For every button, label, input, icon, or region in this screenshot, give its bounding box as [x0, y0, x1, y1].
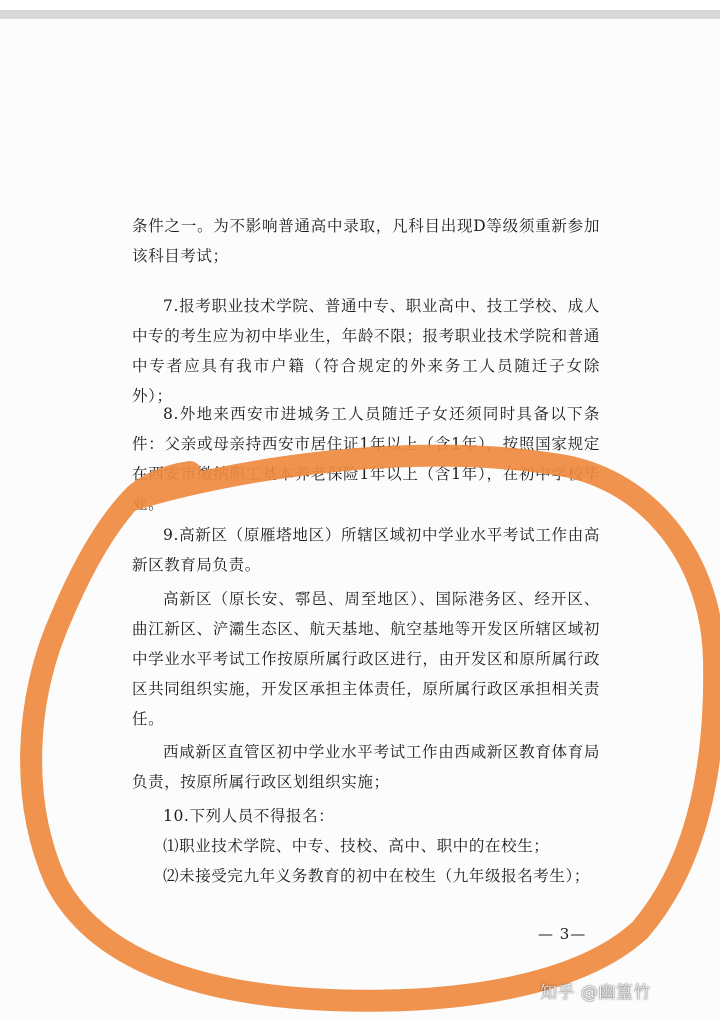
paragraph-item-8: 8.外地来西安市进城务工人员随迁子女还须同时具备以下条件：父亲或母亲持西安市居住证1年以上（含1年），按照国家规定在西安市缴纳职工基本养老保险1年以上（含1年），在初中学校毕业。	[132, 405, 600, 513]
top-strip	[0, 0, 720, 10]
paragraph-item-10-2: ⑵未接受完九年义务教育的初中在校生（九年级报名考生）；	[163, 867, 590, 885]
watermark: 知乎 @幽篁竹	[540, 983, 651, 1003]
paragraph-item-10: 10.下列人员不得报名：	[163, 807, 335, 825]
document-page	[0, 19, 720, 1021]
paragraph-condition-continued: 条件之一。为不影响普通高中录取，凡科目出现D等级须重新参加该科目考试；	[132, 217, 600, 265]
page-number: — 3—	[538, 925, 587, 943]
paragraph-item-10-1: ⑴职业技术学院、中专、技校、高中、职中的在校生；	[163, 837, 550, 855]
viewer-top-bar	[0, 10, 720, 19]
paragraph-item-7: 7.报考职业技术学院、普通中专、职业高中、技工学校、成人中专的考生应为初中毕业生，年龄不限；报考职业技术学院和普通中专者应具有我市户籍（符合规定的外来务工人员随迁子女除外）；	[132, 297, 600, 405]
paragraph-high-tech-zones: 高新区（原长安、鄠邑、周至地区）、国际港务区、经开区、曲江新区、浐灞生态区、航天基地、航空基地等开发区所辖区域初中学业水平考试工作按原所属行政区进行，由开发区和原所属行政区共同组织实施，开发区承担主体责任，原所属行政区承担相关责任。	[132, 590, 600, 728]
paragraph-xixian-new-area: 西咸新区直管区初中学业水平考试工作由西咸新区教育体育局负责，按原所属行政区划组织实施；	[132, 743, 600, 791]
paragraph-item-9: 9.高新区（原雁塔地区）所辖区域初中学业水平考试工作由高新区教育局负责。	[132, 526, 600, 574]
